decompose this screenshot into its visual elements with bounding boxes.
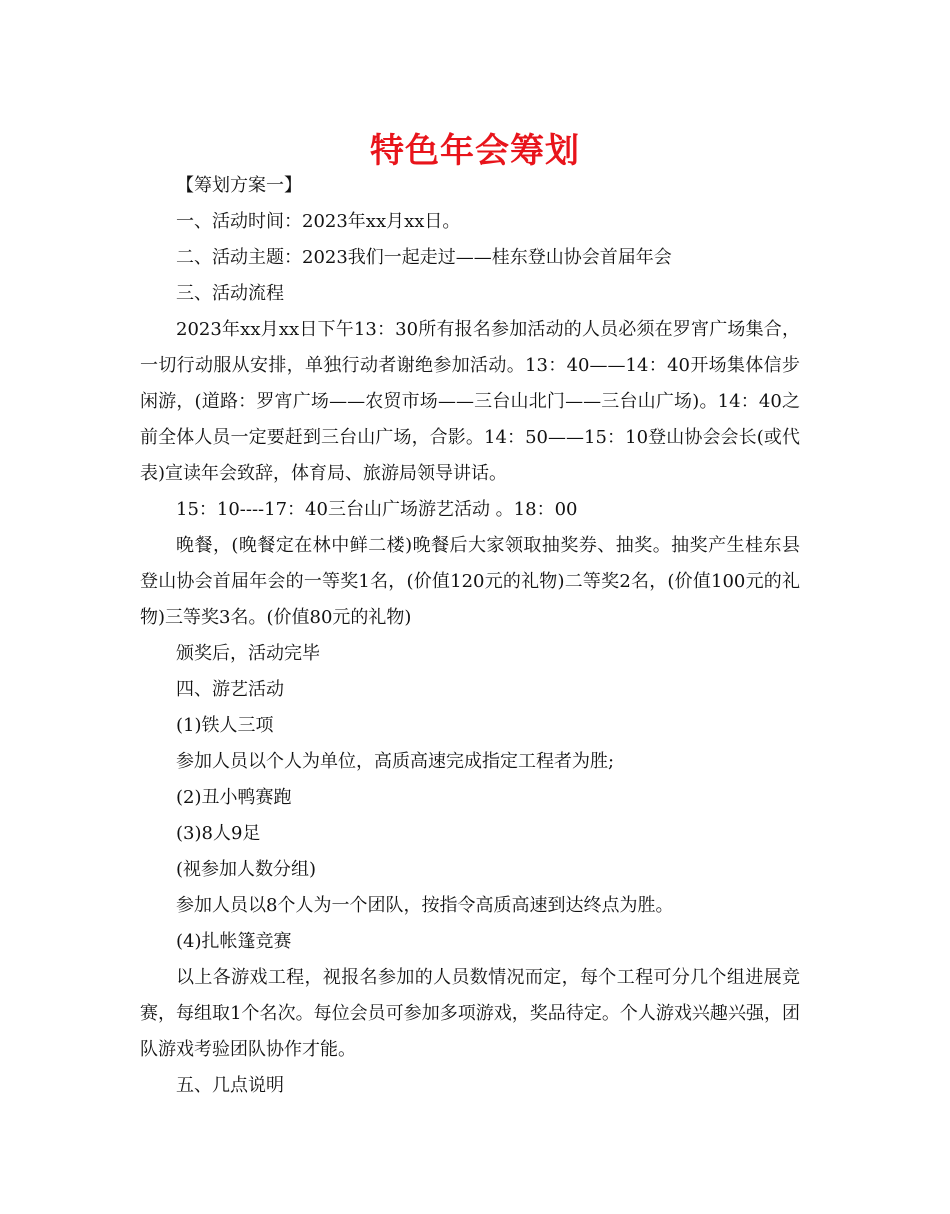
paragraph-award-end: 颁奖后，活动完毕 bbox=[176, 643, 320, 664]
paragraph-games-summary: 以上各游戏工程，视报名参加的人员数情况而定，每个工程可分几个组进展竞赛，每组取1个名次。每位会员可参加多项游戏，奖品待定。个人游戏兴趣兴强，团队游戏考验团队协作才能。 bbox=[140, 967, 800, 1060]
paragraph-activity-time: 一、活动时间：2023年xx月xx日。 bbox=[176, 211, 461, 232]
paragraph-game-3-desc: 参加人员以8个人为一个团队，按指令高质高速到达终点为胜。 bbox=[176, 895, 674, 916]
paragraph-dinner: 晚餐，(晚餐定在林中鲜二楼)晚餐后大家领取抽奖券、抽奖。抽奖产生桂东县登山协会首届年会的一等奖1名，(价值120元的礼物)二等奖2名，(价值100元的礼物)三等奖3名。(价值80元的礼物) bbox=[140, 535, 800, 628]
paragraph-game-4: (4)扎帐篷竞赛 bbox=[176, 931, 292, 952]
document-body bbox=[140, 168, 800, 1104]
paragraph-game-1-desc: 参加人员以个人为单位，高质高速完成指定工程者为胜; bbox=[176, 751, 615, 772]
paragraph-game-3-note: (视参加人数分组) bbox=[176, 859, 317, 880]
paragraph-game-2: (2)丑小鸭赛跑 bbox=[176, 787, 292, 808]
paragraph-plan-heading: 【筹划方案一】 bbox=[176, 175, 302, 196]
paragraph-activity-theme: 二、活动主题：2023我们一起走过——桂东登山协会首届年会 bbox=[176, 247, 672, 268]
paragraph-activity-process-heading: 三、活动流程 bbox=[176, 283, 284, 304]
paragraph-activity-process: 2023年xx月xx日下午13：30所有报名参加活动的人员必须在罗宵广场集合，一切行动服从安排，单独行动者谢绝参加活动。13：40——14：40开场集体信步闲游，(道路：罗宵广场——农贸市场——三台山北门——三台山广场)。14：40之前全体人员一定要赶到三台山广场，合影。14：50——15：10登山协会会长(或代表)宣读年会致辞，体育局、旅游局领导讲话。 bbox=[140, 319, 800, 484]
document-title: 特色年会筹划 bbox=[370, 131, 580, 171]
paragraph-game-1: (1)铁人三项 bbox=[176, 715, 274, 736]
paragraph-games-heading: 四、游艺活动 bbox=[176, 679, 284, 700]
paragraph-game-time: 15：10----17：40三台山广场游艺活动 。18：00 bbox=[176, 499, 578, 520]
paragraph-game-3: (3)8人9足 bbox=[176, 823, 261, 844]
paragraph-notes-heading: 五、几点说明 bbox=[176, 1075, 284, 1096]
